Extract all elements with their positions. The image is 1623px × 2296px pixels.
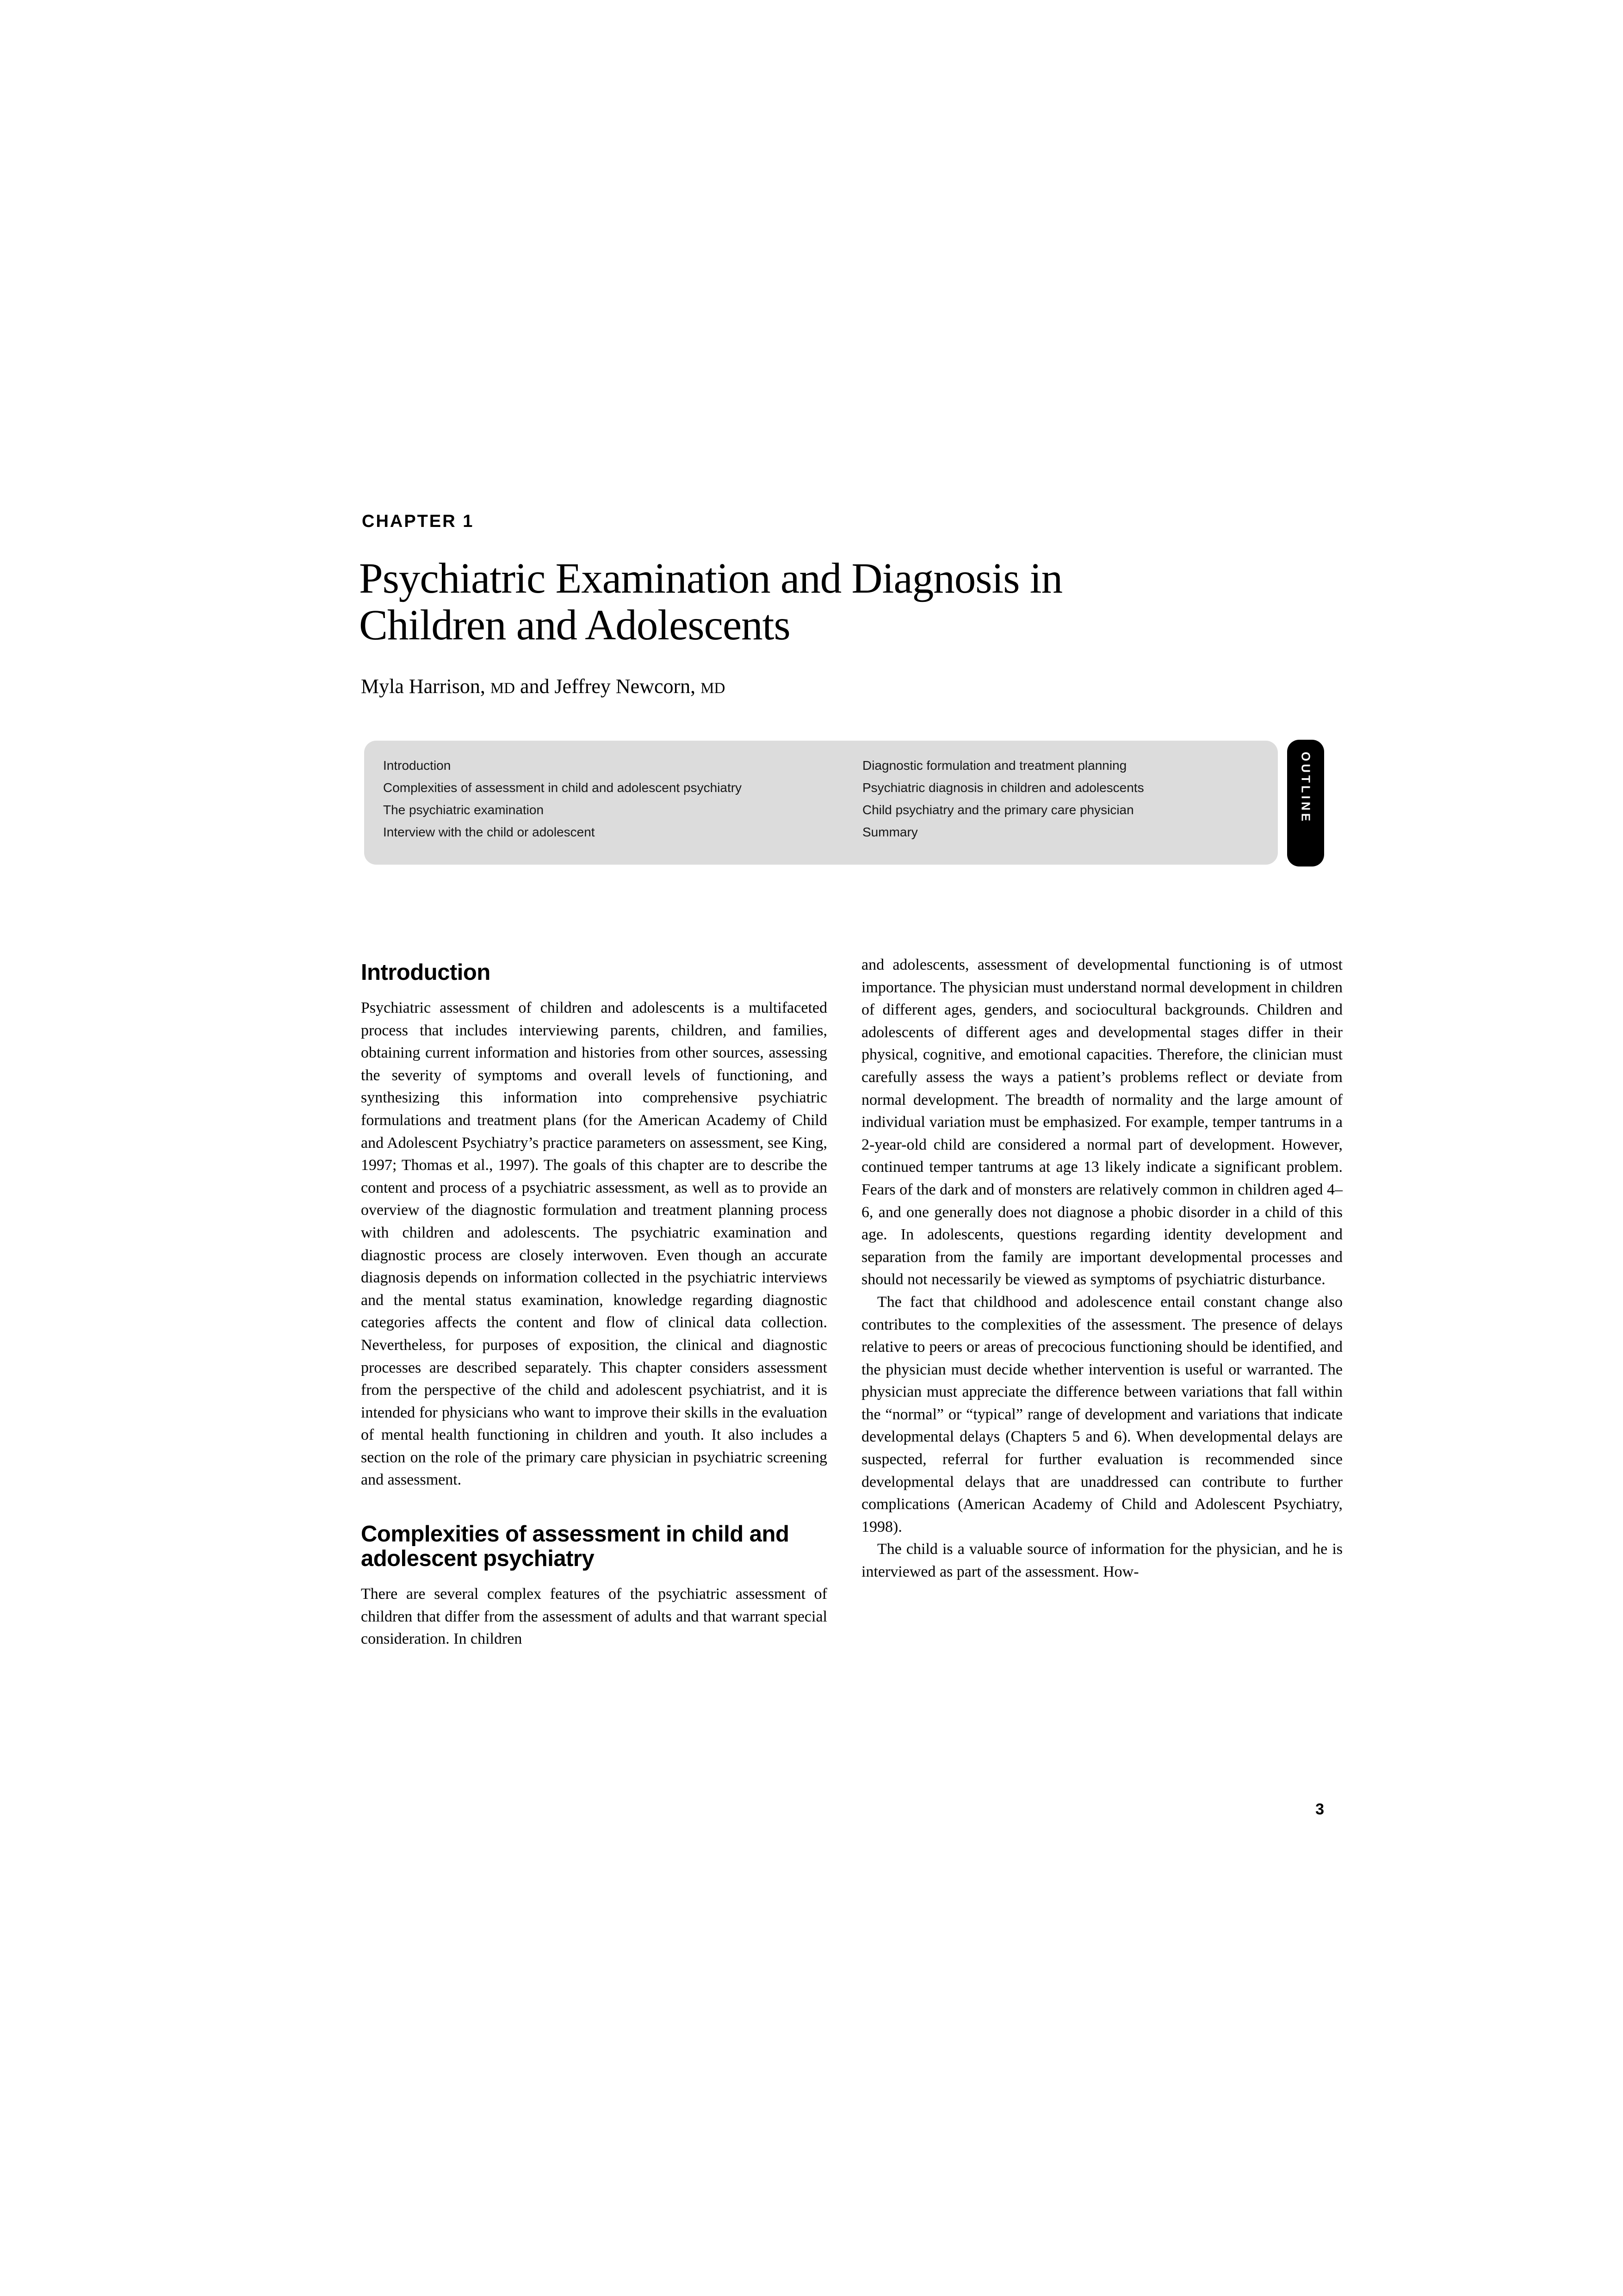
chapter-title-line2: Children and Adolescents (359, 601, 790, 649)
body-paragraph: The fact that childhood and adolescence entail constant change also contributes to the complexities of the assessment. The presence of delays relative to peers or areas of precocious functioning should be identified, and the physician must decide whether intervention is useful or warranted. The physician must appreciate the difference between variations that fall within the “normal” or “typical” range of development and variations that indicate developmental delays (Chapters 5 and 6). When developmental delays are suspected, referral for further evaluation is recommended since developmental delays that are unaddressed can contribute to further complications (American Academy of Child and Adolescent Psychiatry, 1998). (861, 1293, 1343, 1535)
outline-item: Introduction (383, 758, 451, 773)
outline-item: Psychiatric diagnosis in children and adolescents (862, 780, 1144, 795)
author-name-2: and Jeffrey Newcorn, (515, 675, 701, 698)
body-paragraph: Psychiatric assessment of children and adolescents is a multifaceted process that includes interviewing parents, children, and families, obtaining current information and histories from other sources, assessing the severity of symptoms and overall levels of functioning, and synthesizing this information into comprehensive psychiatric formulations and treatment plans (for the American Academy of Child and Adolescent Psychiatry’s practice parameters on assessment, see King, 1997; Thomas et al., 1997). The goals of this chapter are to describe the content and process of a psychiatric assessment, as well as to provide an overview of the diagnostic formulation and treatment planning process with children and adolescents. The psychiatric examination and diagnostic process are closely interwoven. Even though an accurate diagnosis depends on information collected in the psychiatric interviews and the mental status examination, knowledge regarding diagnostic categories affects the content and flow of clinical data collection. Nevertheless, for purposes of exposition, the clinical and diagnostic processes are described separately. This chapter considers assessment from the perspective of the child and adolescent psychiatrist, and it is intended for physicians who want to improve their skills in the evaluation of mental health functioning in children and youth. It also includes a section on the role of the primary care physician in psychiatric screening and assessment. (361, 999, 827, 1489)
text-column-left (361, 960, 827, 1651)
outline-column-right (862, 755, 1144, 843)
author-degree-1: MD (490, 680, 515, 697)
page-number: 3 (1315, 1801, 1324, 1818)
chapter-outline-box (364, 741, 1278, 865)
chapter-title (359, 555, 1469, 649)
chapter-label: CHAPTER 1 (362, 512, 474, 531)
outline-item: Child psychiatry and the primary care physician (862, 803, 1134, 817)
outline-item: The psychiatric examination (383, 803, 544, 817)
outline-tab-label: OUTLINE (1299, 752, 1313, 824)
chapter-title-line1: Psychiatric Examination and Diagnosis in (359, 555, 1063, 602)
body-paragraph: and adolescents, assessment of developmental functioning is of utmost importance. The physician must understand normal development in children of different ages, genders, and sociocultural backgrounds. Children and adolescents of different ages and developmental stages differ in their physical, cognitive, and emotional capacities. Therefore, the clinician must carefully assess the ways a patient’s problems reflect or deviate from normal development. The breadth of normality and the large amount of individual variation must be emphasized. For example, temper tantrums in a 2-year-old child are considered a normal part of development. However, continued temper tantrums at age 13 likely indicate a significant problem. Fears of the dark and of monsters are relatively common in children aged 4–6, and one generally does not diagnose a phobic disorder in a child of this age. In adolescents, questions regarding identity development and separation from the family are important developmental processes and should not necessarily be viewed as symptoms of psychiatric disturbance. (861, 956, 1343, 1288)
outline-item: Interview with the child or adolescent (383, 825, 595, 839)
outline-column-left (383, 755, 742, 843)
section-heading-complexities: Complexities of assessment in child and adolescent psychiatry (361, 1522, 789, 1572)
text-column-right (861, 954, 1343, 1584)
outline-item: Diagnostic formulation and treatment planning (862, 758, 1127, 773)
section-heading-introduction: Introduction (361, 960, 490, 985)
author-name-1: Myla Harrison, (361, 675, 490, 698)
outline-tab (1287, 740, 1324, 866)
body-paragraph: There are several complex features of the psychiatric assessment of children that differ from the assessment of adults and that warrant special consideration. In children (361, 1585, 827, 1648)
outline-item: Complexities of assessment in child and adolescent psychiatry (383, 780, 742, 795)
author-byline (361, 675, 1101, 698)
author-degree-2: MD (700, 680, 725, 697)
body-paragraph: The child is a valuable source of information for the physician, and he is interviewed as part of the assessment. How- (861, 1541, 1343, 1581)
outline-item: Summary (862, 825, 918, 839)
